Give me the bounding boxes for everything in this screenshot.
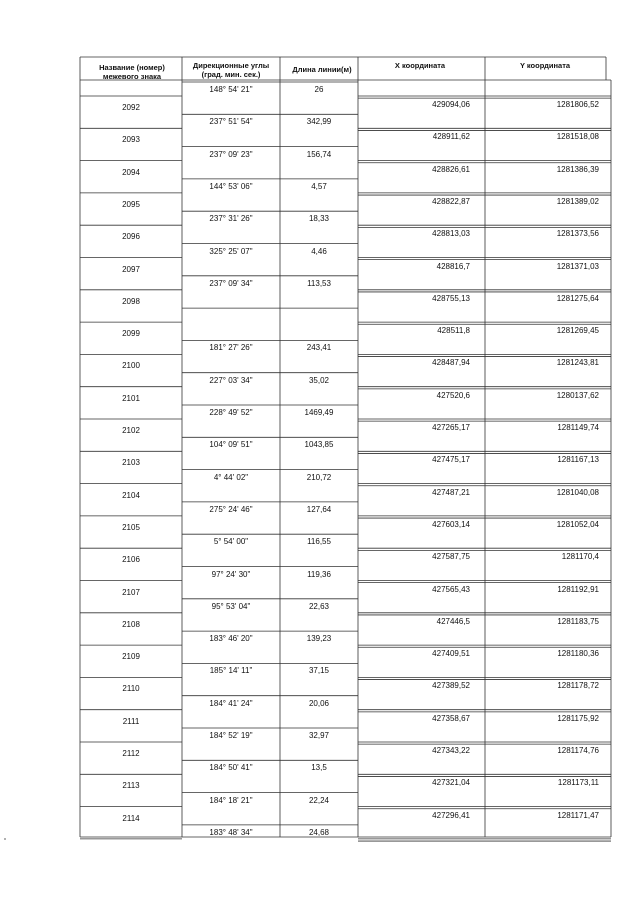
- x-coordinate: 428822,87: [432, 196, 470, 206]
- point-name: 2111: [122, 716, 140, 726]
- x-coordinate: 427265,17: [432, 423, 470, 432]
- line-length: 22,24: [308, 795, 330, 805]
- line-length: 32,97: [308, 731, 330, 740]
- header-point-name: [84, 64, 180, 81]
- point-name: 2106: [122, 555, 140, 565]
- line-length: 35,02: [308, 375, 330, 385]
- direction-angle: 97° 24' 30": [211, 569, 251, 579]
- point-name: 2101: [122, 393, 140, 403]
- direction-angle: 183° 48' 34": [209, 827, 253, 837]
- line-length: 1043,85: [304, 440, 334, 450]
- y-coordinate: 1281040,08: [556, 487, 599, 497]
- x-coordinate: 427587,75: [432, 552, 470, 562]
- x-coordinate: 428487,94: [432, 358, 470, 368]
- point-name: 2094: [122, 167, 140, 177]
- point-name: 2113: [122, 781, 140, 791]
- x-coordinate: 427446,5: [436, 616, 470, 626]
- point-name: 2114: [122, 813, 140, 823]
- y-coordinate: 1281183,75: [557, 616, 599, 626]
- line-length: 24,68: [308, 827, 330, 837]
- direction-angle: 184° 41' 24": [209, 698, 253, 708]
- y-coordinate: 1281389,02: [556, 196, 599, 206]
- direction-angle: 95° 53' 04": [211, 601, 251, 611]
- direction-angle: 275° 24' 46": [209, 504, 253, 514]
- direction-angle: 4° 44' 02": [213, 472, 249, 482]
- point-name: 2107: [122, 587, 140, 597]
- header-direction-angle: [182, 62, 280, 79]
- direction-angle: 228° 49' 52": [209, 408, 253, 417]
- point-name: 2097: [122, 264, 140, 274]
- header-direction-angle-line1: Дирекционные углы: [192, 61, 270, 70]
- direction-angle: 183° 46' 20": [209, 634, 253, 644]
- direction-angle: 325° 25' 07": [209, 246, 253, 256]
- point-name: 2109: [122, 652, 140, 662]
- line-length: 243,41: [306, 343, 332, 353]
- y-coordinate: 1281175,92: [557, 713, 599, 723]
- header-y-coordinate: Y координата: [519, 61, 571, 70]
- direction-angle: 184° 50' 41": [209, 763, 253, 773]
- x-coordinate: 427296,41: [432, 810, 470, 820]
- direction-angle: 144° 53' 06": [209, 181, 253, 191]
- y-coordinate: 1281174,76: [557, 746, 599, 755]
- y-coordinate: 1281192,91: [557, 584, 599, 594]
- y-coordinate: 1281149,74: [557, 423, 599, 432]
- y-coordinate: 1281806,52: [556, 100, 599, 109]
- line-length: 13,5: [311, 763, 327, 773]
- y-coordinate: 1281243,81: [556, 358, 599, 368]
- direction-angle: 185° 14' 11": [209, 666, 253, 676]
- point-name: 2105: [122, 522, 140, 532]
- line-length: 210,72: [306, 472, 332, 482]
- line-length: 116,55: [307, 537, 331, 547]
- x-coordinate: 427321,04: [432, 778, 470, 788]
- direction-angle: 184° 52' 19": [209, 731, 253, 740]
- line-length: 113,53: [307, 278, 331, 288]
- line-length: 127,64: [306, 504, 332, 514]
- line-length: 18,33: [308, 214, 330, 224]
- point-name: 2095: [122, 199, 140, 209]
- x-coordinate: 428755,13: [432, 293, 470, 303]
- y-coordinate: 1281269,45: [556, 326, 599, 336]
- x-coordinate: 428813,03: [432, 229, 470, 239]
- point-name: 2103: [122, 458, 140, 468]
- y-coordinate: 1281386,39: [556, 164, 599, 174]
- scan-speck: [4, 838, 6, 840]
- line-length: 20,06: [308, 698, 330, 708]
- y-coordinate: 1281275,64: [556, 293, 599, 303]
- header-point-name-line1: Название (номер): [99, 63, 165, 72]
- line-length: 37,15: [308, 666, 330, 676]
- y-coordinate: 1281171,47: [557, 810, 599, 820]
- x-coordinate: 427358,67: [432, 713, 470, 723]
- x-coordinate: 428826,61: [432, 164, 470, 174]
- line-length: 342,99: [306, 117, 332, 127]
- x-coordinate: 427520,6: [436, 390, 470, 400]
- line-length: 139,23: [306, 634, 332, 644]
- point-name: 2100: [122, 361, 140, 371]
- direction-angle: 104° 09' 51": [209, 440, 253, 450]
- line-length: 26: [314, 85, 324, 94]
- direction-angle: 5° 54' 00": [213, 537, 249, 547]
- y-coordinate: 1280137,62: [556, 390, 599, 400]
- line-length: 119,36: [307, 569, 331, 579]
- header-direction-angle-line2: (град. мин. сек.): [201, 69, 261, 79]
- x-coordinate: 427389,52: [432, 681, 470, 691]
- line-length: 4,57: [311, 181, 327, 191]
- point-name: 2108: [122, 619, 140, 629]
- point-name: 2092: [122, 103, 140, 112]
- line-length: 22,63: [308, 601, 330, 611]
- point-name: 2093: [122, 135, 140, 145]
- x-coordinate: 427409,51: [432, 649, 470, 659]
- y-coordinate: 1281170,4: [561, 552, 599, 562]
- point-name: 2102: [122, 426, 140, 435]
- line-length: 156,74: [306, 149, 332, 159]
- direction-angle: 237° 09' 23": [209, 149, 253, 159]
- direction-angle: 148° 54' 21": [209, 85, 253, 94]
- x-coordinate: 428511,8: [437, 326, 470, 336]
- y-coordinate: 1281167,13: [557, 455, 599, 465]
- line-length: 4,46: [311, 246, 327, 256]
- y-coordinate: 1281180,36: [557, 649, 599, 659]
- x-coordinate: 428911,62: [432, 132, 470, 142]
- point-name: 2104: [122, 490, 140, 500]
- y-coordinate: 1281518,08: [556, 132, 599, 142]
- x-coordinate: 427603,14: [432, 519, 470, 529]
- y-coordinate: 1281371,03: [556, 261, 599, 271]
- x-coordinate: 427475,17: [432, 455, 470, 465]
- direction-angle: 237° 09' 34": [209, 278, 253, 288]
- x-coordinate: 427343,22: [432, 746, 470, 755]
- x-coordinate: 427487,21: [432, 487, 470, 497]
- y-coordinate: 1281178,72: [557, 681, 599, 691]
- direction-angle: 237° 51' 54": [209, 117, 253, 127]
- x-coordinate: 427565,43: [432, 584, 470, 594]
- header-point-name-line2: межевого знака: [102, 71, 162, 81]
- y-coordinate: 1281052,04: [556, 519, 599, 529]
- direction-angle: 181° 27' 26": [209, 343, 253, 353]
- y-coordinate: 1281173,11: [557, 778, 599, 788]
- point-name: 2110: [122, 684, 140, 694]
- point-name: 2099: [122, 329, 140, 339]
- header-x-coordinate: X координата: [394, 61, 446, 70]
- header-line-length: Длина линии(м): [292, 65, 352, 74]
- direction-angle: 227° 03' 34": [209, 375, 253, 385]
- point-name: 2112: [122, 749, 140, 758]
- point-name: 2098: [122, 296, 140, 306]
- direction-angle: 184° 18' 21": [209, 795, 253, 805]
- direction-angle: 237° 31' 26": [209, 214, 253, 224]
- line-length: 1469,49: [304, 408, 334, 417]
- x-coordinate: 429094,06: [432, 100, 470, 109]
- y-coordinate: 1281373,56: [556, 229, 599, 239]
- x-coordinate: 428816,7: [436, 261, 470, 271]
- point-name: 2096: [122, 232, 140, 242]
